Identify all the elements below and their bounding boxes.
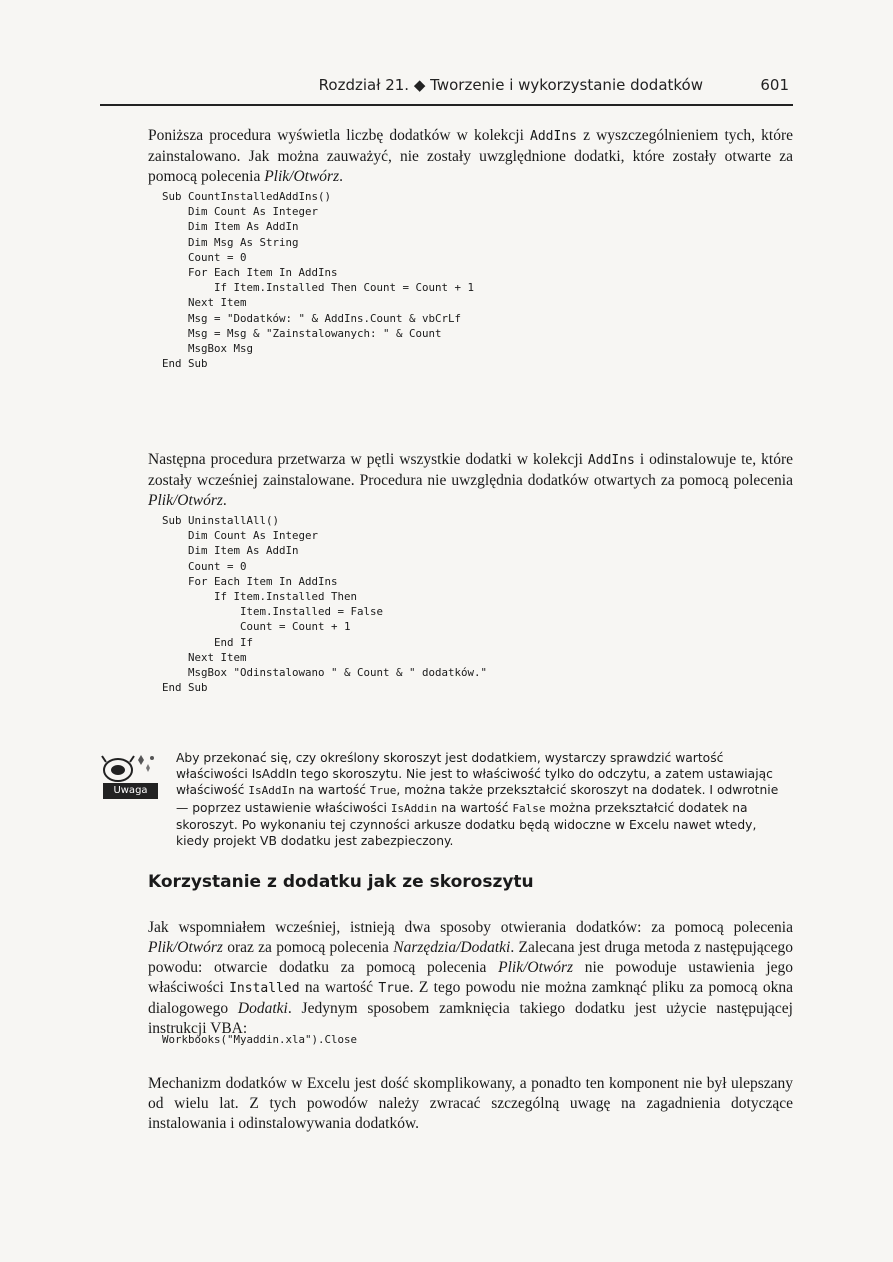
menu-path: Plik/Otwórz — [264, 168, 340, 185]
paragraph-conclusion: Mechanizm dodatków w Excelu jest dość skomplikowany, a ponadto ten komponent nie był ulepszany od wielu lat. Z tych powodów należy zwracać szczególną uwagę na zagadnienia dotyczące instalowania i odinstalowywania dodatków. — [148, 1075, 793, 1132]
inline-code: AddIns — [530, 129, 577, 144]
note-text: Aby przekonać się, czy określony skoroszyt jest dodatkiem, wystarczy sprawdzić wartość właściwości IsAddIn tego skoroszytu. Nie jest to właściwość tylko do odczytu, a zatem ustawiając właściwość IsAddIn na wartość True, można także przekształcić skoroszyt na dodatek. I odwrotnie — poprzez ustawienie właściwości IsAddin na wartość False można przekształcić dodatek na skoroszyt. Po wykonaniu tej czynności arkusze dodatku będą widoczne w Excelu nawet wtedy, kiedy projekt VB dodatku jest zabezpieczony. — [176, 751, 779, 849]
chapter-title: Rozdział 21. ◆ Tworzenie i wykorzystanie dodatków — [318, 76, 703, 94]
code-block-count-installed: Sub CountInstalledAddIns() Dim Count As Integer Dim Item As AddIn Dim Msg As String Count = 0 For Each Item In AddIns If Item.Installed Then Count = Count + 1 Next Item Msg = "Dodatków: " & AddIns.Count & vbCrLf Msg = Msg & "Zainstalowanych: " & Count MsgBox Msg End Sub — [162, 190, 475, 371]
code-block-uninstall-all: Sub UninstallAll() Dim Count As Integer Dim Item As AddIn Count = 0 For Each Item In AddIns If Item.Installed Then Item.Installed = False Count = Count + 1 End If Next Item MsgBox "Odinstalowano " & Count & " dodatków." End Sub — [162, 514, 488, 695]
paragraph-open-methods: Jak wspomniałem wcześniej, istnieją dwa sposoby otwierania dodatków: za pomocą polecenia Plik/Otwórz oraz za pomocą polecenia Narzędzia/Dodatki. Zalecana jest druga metoda z następującego powodu: otwarcie dodatku za pomocą polecenia Plik/Otwórz nie powoduje ustawienia jego właściwości Installed na wartość True. Z tego powodu nie można zamknąć pliku za pomocą okna dialogowego Dodatki. Jedynym sposobem zamknięcia takiego dodatku jest użycie następującej instrukcji VBA: — [148, 919, 793, 1037]
note-label: Uwaga — [103, 783, 158, 799]
menu-path: Plik/Otwórz — [148, 492, 223, 509]
running-header — [100, 70, 793, 106]
code-block-close-workbook: Workbooks("Myaddin.xla").Close — [162, 1033, 358, 1046]
inline-code: AddIns — [587, 453, 635, 468]
paragraph-intro: Poniższa procedura wyświetla liczbę dodatków w kolekcji AddIns z wyszczególnieniem tych, które zainstalowano. Jak można zauważyć, nie zostały uwzględnione dodatki, które zostały otwarte za pomocą polecenia Plik/Otwórz. — [148, 127, 793, 185]
section-heading: Korzystanie z dodatku jak ze skoroszytu — [148, 872, 534, 892]
page-number: 601 — [760, 76, 789, 94]
paragraph-uninstall: Następna procedura przetwarza w pętli wszystkie dodatki w kolekcji AddIns i odinstalowuje te, które zostały wcześniej zainstalowane. Procedura nie uwzględnia dodatków otwartych za pomocą polecenia Plik/Otwórz. — [148, 451, 793, 509]
